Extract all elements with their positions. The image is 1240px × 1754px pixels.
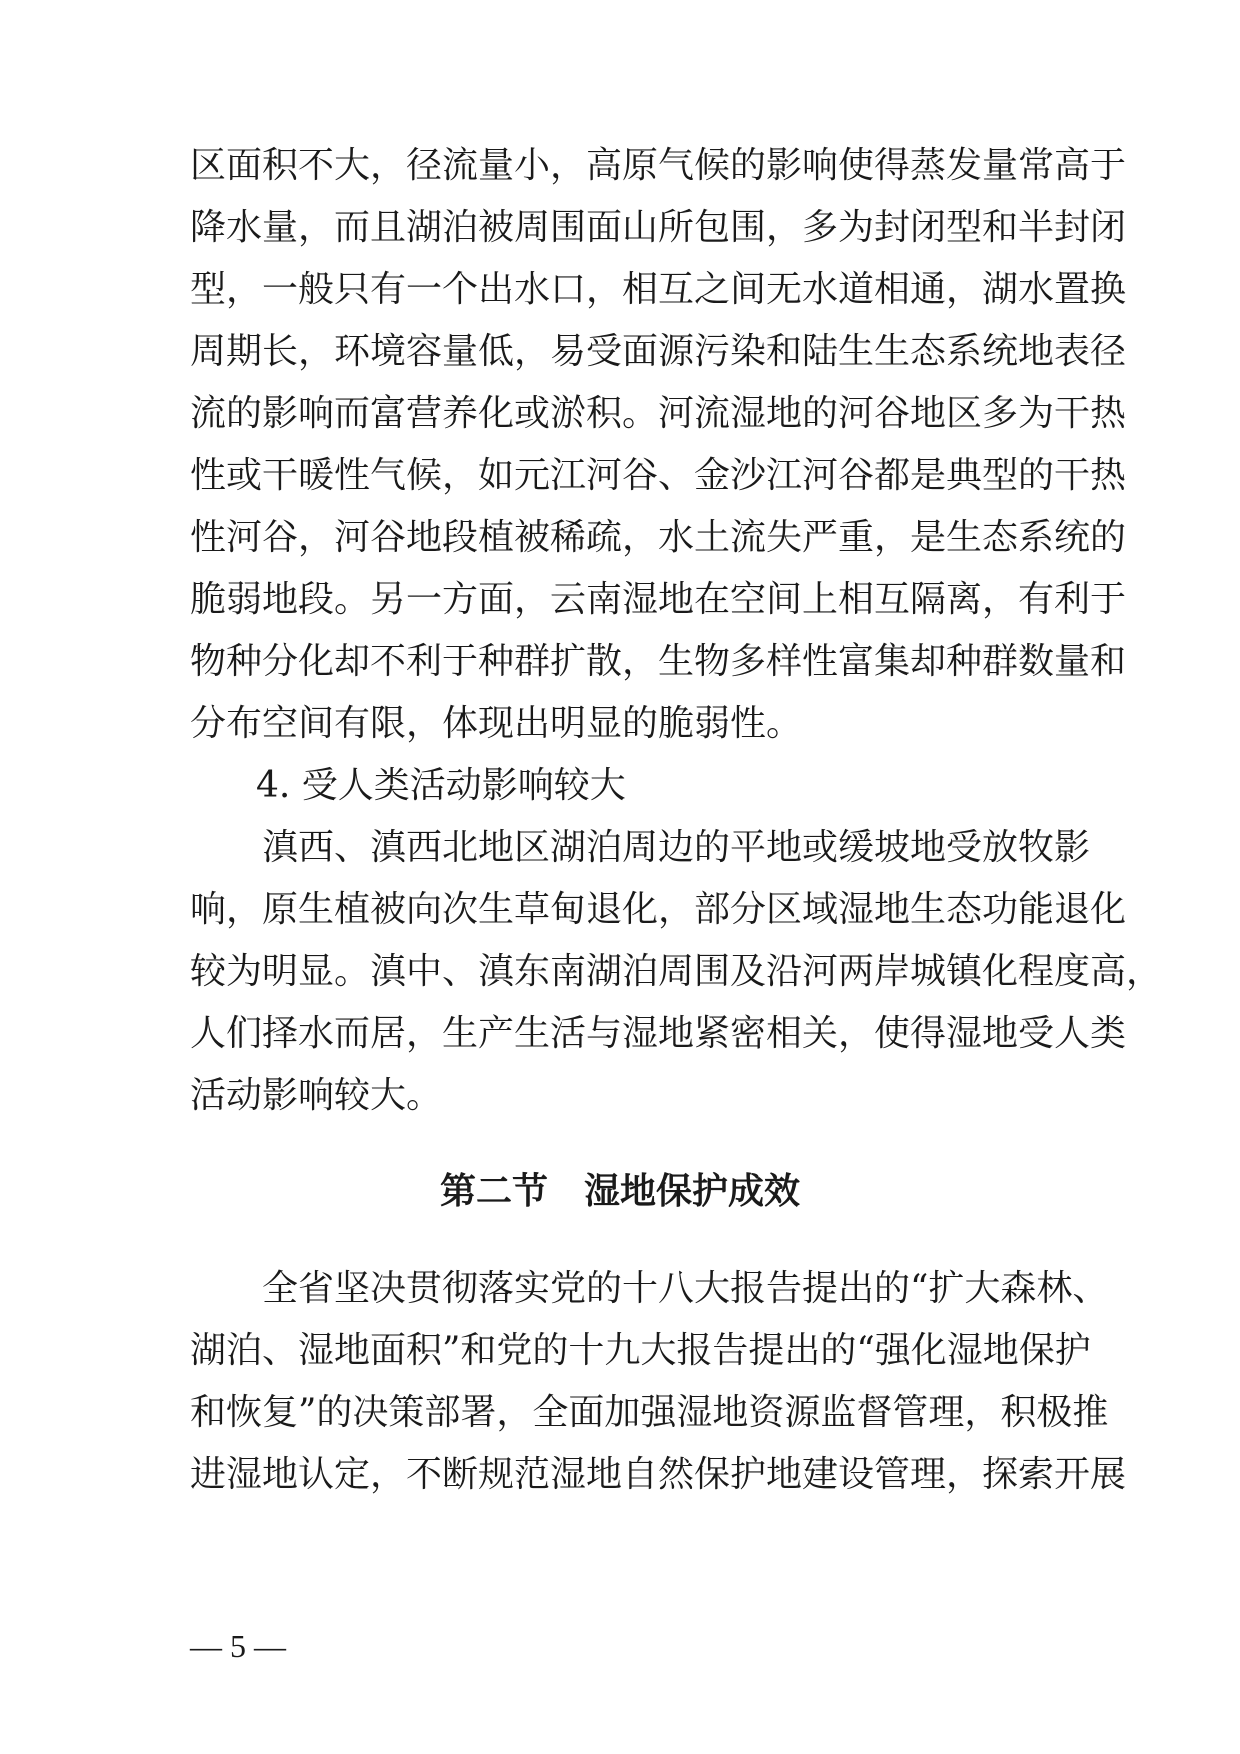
text-line: 分布空间有限，体现出明显的脆弱性。 bbox=[190, 703, 803, 744]
text-line: 湖泊、湿地面积”和党的十九大报告提出的“强化湿地保护 bbox=[190, 1330, 1091, 1371]
text-line: 脆弱地段。另一方面，云南湿地在空间上相互隔离，有利于 bbox=[190, 579, 1127, 620]
text-line: 活动影响较大。 bbox=[190, 1075, 443, 1116]
subsection-heading: 4. 受人类活动影响较大 bbox=[256, 765, 626, 806]
text-line: 周期长，环境容量低，易受面源污染和陆生生态系统地表径 bbox=[190, 331, 1127, 372]
text-line: 性或干暖性气候，如元江河谷、金沙江河谷都是典型的干热 bbox=[190, 455, 1127, 496]
text-line: 和恢复”的决策部署，全面加强湿地资源监督管理，积极推 bbox=[190, 1392, 1109, 1433]
text-line: 性河谷，河谷地段植被稀疏，水土流失严重，是生态系统的 bbox=[190, 517, 1127, 558]
text-line: 区面积不大，径流量小，高原气候的影响使得蒸发量常高于 bbox=[190, 145, 1127, 186]
text-line: 全省坚决贯彻落实党的十八大报告提出的“扩大森林、 bbox=[262, 1268, 1109, 1309]
text-line: 流的影响而富营养化或淤积。河流湿地的河谷地区多为干热 bbox=[190, 393, 1127, 434]
text-line: 人们择水而居，生产生活与湿地紧密相关，使得湿地受人类 bbox=[190, 1013, 1127, 1054]
text-line: 响，原生植被向次生草甸退化，部分区域湿地生态功能退化 bbox=[190, 889, 1127, 930]
text-line: 降水量，而且湖泊被周围面山所包围，多为封闭型和半封闭 bbox=[190, 207, 1127, 248]
section-heading: 第二节 湿地保护成效 bbox=[439, 1171, 800, 1212]
text-line: 物种分化却不利于种群扩散，生物多样性富集却种群数量和 bbox=[190, 641, 1127, 682]
text-line: 型，一般只有一个出水口，相互之间无水道相通，湖水置换 bbox=[190, 269, 1127, 310]
page-number: — 5 — bbox=[190, 1628, 286, 1664]
text-line: 较为明显。滇中、滇东南湖泊周围及沿河两岸城镇化程度高， bbox=[190, 951, 1163, 992]
text-line: 滇西、滇西北地区湖泊周边的平地或缓坡地受放牧影 bbox=[262, 827, 1091, 868]
text-line: 进湿地认定，不断规范湿地自然保护地建设管理，探索开展 bbox=[190, 1454, 1127, 1495]
